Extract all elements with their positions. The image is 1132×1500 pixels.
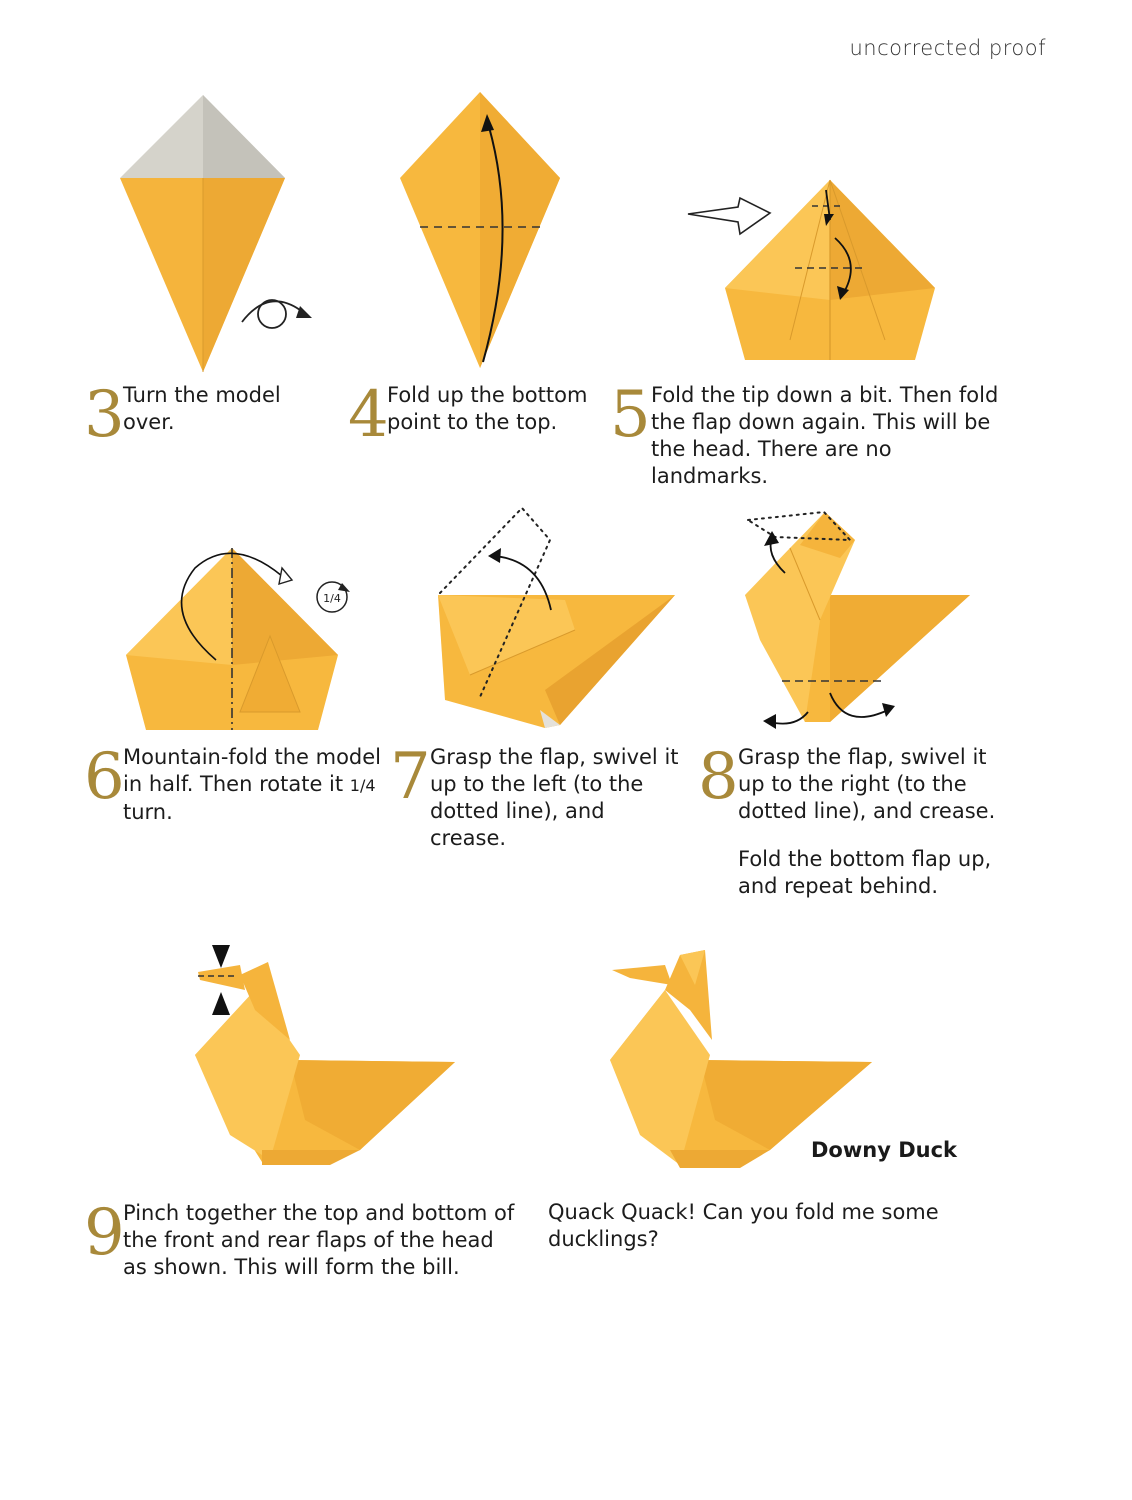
step-text: Pinch together the top and bottom of the front and rear flaps of the head as shown. This will form the bill. [123,1201,515,1279]
final-model-name: Downy Duck [811,1138,958,1162]
step-text-part: Mountain-fold the model in half. Then rotate it [123,745,382,796]
step-text: Grasp the flap, swivel it up to the right (to the dotted line), and crease. [738,745,996,823]
fraction: 1/4 [349,776,376,795]
step-number: 3 [84,378,125,452]
step-text: Fold up the bottom point to the top. [387,383,588,434]
step-text: Fold the tip down a bit. Then fold the flap down again. This will be the head. There are no landmarks. [651,383,999,488]
step-number: 9 [84,1196,125,1270]
final-caption: Quack Quack! Can you fold me some ducklings? [548,1200,939,1251]
step-number: 5 [610,378,651,452]
step-number: 8 [698,740,739,814]
proof-label: uncorrected proof [849,36,1046,60]
step-number: 7 [390,740,431,814]
rotation-badge: 1/4 [323,592,341,605]
step-text-part: turn. [123,800,173,824]
step-number: 6 [84,740,125,814]
step-text: Grasp the flap, swivel it up to the left (to the dotted line), and crease. [430,745,679,850]
step-number: 4 [348,378,389,452]
step-text: Turn the model over. [123,383,281,434]
step-text-extra: Fold the bottom flap up, and repeat behind. [738,847,992,898]
